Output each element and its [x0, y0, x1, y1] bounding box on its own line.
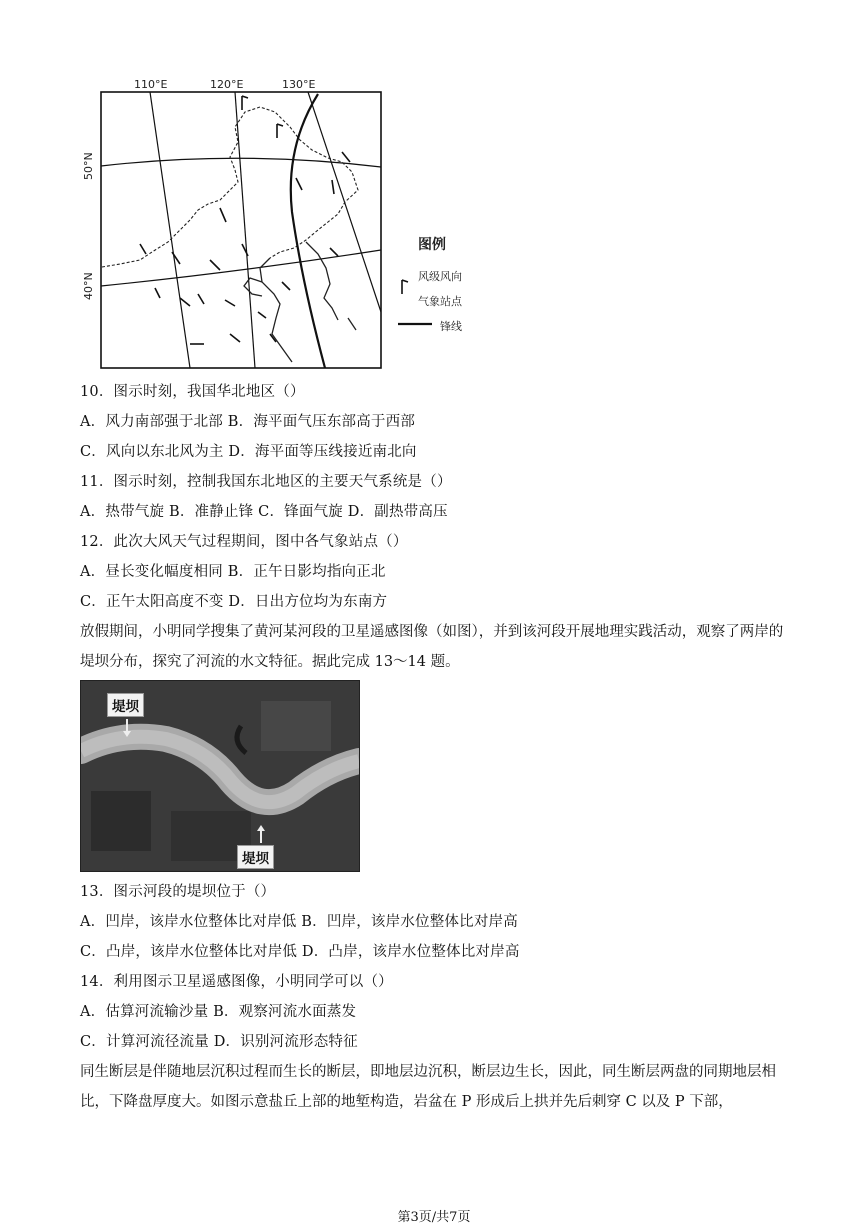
question-13-options-1: A．凹岸，该岸水位整体比对岸低 B．凹岸，该岸水位整体比对岸高: [80, 914, 518, 930]
legend-barb-symbol: [402, 280, 408, 294]
dam-label-bottom: 堤坝: [237, 845, 274, 869]
question-11-options-1: A．热带气旋 B．准静止锋 C．锋面气旋 D．副热带高压: [80, 504, 448, 520]
bohai-coast: [244, 278, 262, 296]
parallel-40: [101, 250, 381, 286]
legend-item-wind: 风级风向: [418, 270, 462, 283]
satellite-image: [80, 680, 360, 872]
question-10-options-1: A．风力南部强于北部 B．海平面气压东部高于西部: [80, 414, 416, 430]
lon-label-130: 130°E: [282, 78, 316, 91]
weather-map-graphic: [80, 72, 480, 370]
question-13-options-2: C．凸岸，该岸水位整体比对岸低 D．凸岸，该岸水位整体比对岸高: [80, 944, 520, 960]
question-12-stem: 12．此次大风天气过程期间，图中各气象站点（）: [80, 534, 408, 550]
question-10-stem: 10．图示时刻，我国华北地区（）: [80, 384, 305, 400]
legend-title: 图例: [418, 237, 446, 253]
lon-label-110: 110°E: [134, 78, 168, 91]
meridian-120: [235, 92, 255, 368]
question-10-options-2: C．风向以东北风为主 D．海平面等压线接近南北向: [80, 444, 417, 460]
coastline: [260, 258, 292, 362]
meridian-110: [150, 92, 190, 368]
legend-item-front: 锋线: [440, 320, 462, 333]
island: [348, 318, 356, 330]
question-13-stem: 13．图示河段的堤坝位于（）: [80, 884, 276, 900]
intro-paragraph-fault: 同生断层是伴随地层沉积过程而生长的断层，即地层边沉积，断层边生长，因此，同生断层两盘的同期地层相比，下降盘厚度大。如图示意盐丘上部的地堑构造，岩盆在 P 形成后上拱并先后刺穿 C 以及 P 下部，: [80, 1064, 776, 1110]
lon-label-120: 120°E: [210, 78, 244, 91]
intro-paragraph-13-14: 放假期间，小明同学搜集了黄河某河段的卫星遥感图像（如图），并到该河段开展地理实践活动，观察了两岸的堤坝分布，探究了河流的水文特征。据此完成 13～14 题。: [80, 624, 784, 670]
question-12-options-2: C．正午太阳高度不变 D．日出方位均为东南方: [80, 594, 388, 610]
border-line: [102, 107, 358, 267]
weather-map: [80, 72, 480, 370]
question-12-options-1: A．昼长变化幅度相同 B．正午日影均指向正北: [80, 564, 386, 580]
question-14-options-1: A．估算河流输沙量 B．观察河流水面蒸发: [80, 1004, 357, 1020]
legend-item-station: 气象站点: [418, 295, 462, 308]
question-14-options-2: C．计算河流径流量 D．识别河流形态特征: [80, 1034, 358, 1050]
question-14-stem: 14．利用图示卫星遥感图像，小明同学可以（）: [80, 974, 393, 990]
dam-label-top: 堤坝: [107, 693, 144, 717]
lat-label-40: 40°N: [82, 272, 95, 300]
parallel-50: [101, 158, 381, 167]
map-frame: [101, 92, 381, 368]
page-footer: 第3页/共7页: [397, 1210, 471, 1225]
question-11-stem: 11．图示时刻，控制我国东北地区的主要天气系统是（）: [80, 474, 452, 490]
wind-barbs: [140, 96, 350, 344]
lat-label-50: 50°N: [82, 152, 95, 180]
